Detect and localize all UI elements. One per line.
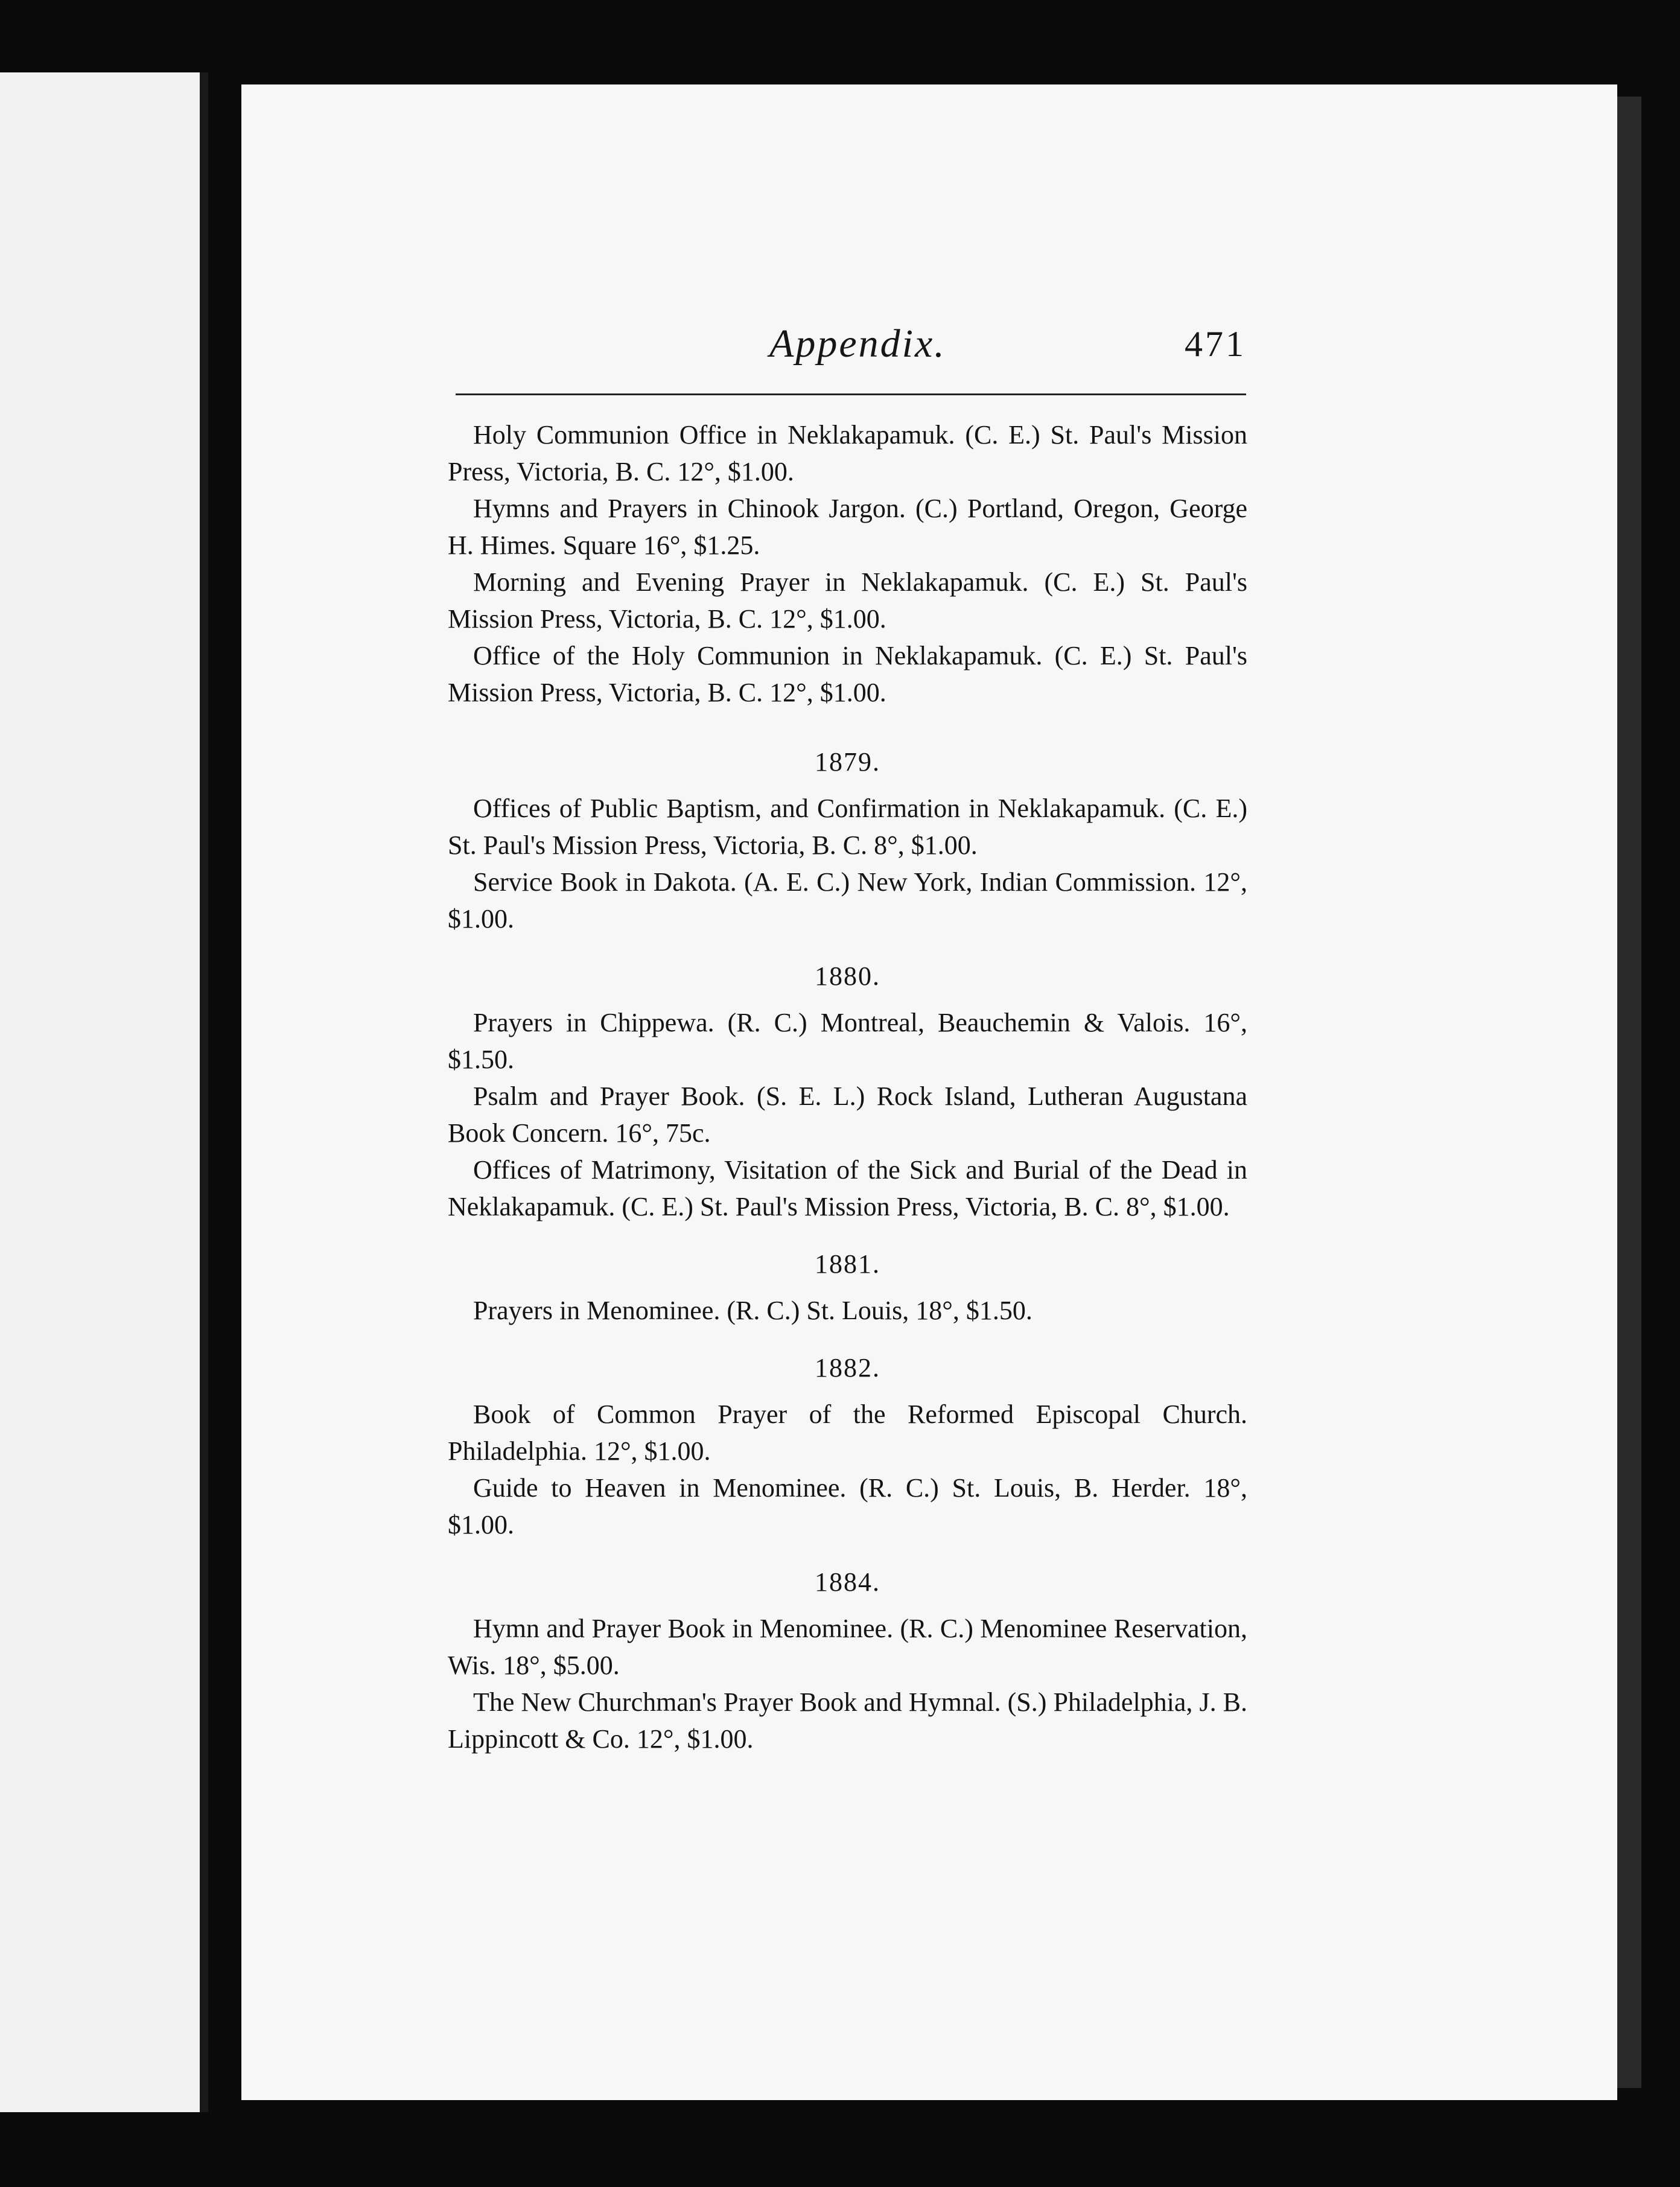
year-heading: 1884. [815, 1567, 880, 1597]
year-heading: 1882. [815, 1353, 880, 1383]
bibliography-list [448, 416, 1247, 1757]
list-entry: The New Churchman's Prayer Book and Hymnal. (S.) Philadelphia, J. B. Lippincott & Co. 12°, $1.00. [448, 1687, 1247, 1754]
list-entry: Service Book in Dakota. (A. E. C.) New York, Indian Commission. 12°, $1.00. [448, 867, 1247, 934]
page-header [456, 321, 1246, 369]
list-entry: Prayers in Chippewa. (R. C.) Montreal, Beauchemin & Valois. 16°, $1.50. [448, 1008, 1247, 1074]
list-entry: Hymn and Prayer Book in Menominee. (R. C.) Menominee Reservation, Wis. 18°, $5.00. [448, 1614, 1247, 1680]
list-entry: Book of Common Prayer of the Reformed Episcopal Church. Philadelphia. 12°, $1.00. [448, 1399, 1247, 1466]
year-heading: 1881. [815, 1249, 880, 1279]
list-entry: Holy Communion Office in Neklakapamuk. (C. E.) St. Paul's Mission Press, Victoria, B. C. 12°, $1.00. [448, 420, 1247, 486]
binding-fold [200, 72, 208, 2112]
page-number: 471 [1185, 324, 1246, 364]
list-entry: Office of the Holy Communion in Neklakapamuk. (C. E.) St. Paul's Mission Press, Victoria, B. C. 12°, $1.00. [448, 641, 1247, 707]
list-entry: Offices of Matrimony, Visitation of the Sick and Burial of the Dead in Neklakapamuk. (C. E.) St. Paul's Mission Press, Victoria, B. C. 8°, $1.00. [448, 1155, 1247, 1221]
list-entry: Offices of Public Baptism, and Confirmation in Neklakapamuk. (C. E.) St. Paul's Mission Press, Victoria, B. C. 8°, $1.00. [448, 794, 1247, 860]
list-entry: Hymns and Prayers in Chinook Jargon. (C.) Portland, Oregon, George H. Himes. Square 16°, $1.25. [448, 494, 1247, 560]
page-edge [1617, 97, 1641, 2088]
facing-page [0, 72, 208, 2112]
year-heading: 1879. [815, 747, 880, 777]
header-rule [456, 393, 1246, 395]
list-entry: Psalm and Prayer Book. (S. E. L.) Rock Island, Lutheran Augustana Book Concern. 16°, 75c. [448, 1081, 1247, 1148]
list-entry: Morning and Evening Prayer in Neklakapamuk. (C. E.) St. Paul's Mission Press, Victoria, B. C. 12°, $1.00. [448, 567, 1247, 634]
list-entry: Guide to Heaven in Menominee. (R. C.) St. Louis, B. Herder. 18°, $1.00. [448, 1473, 1247, 1539]
year-heading: 1880. [815, 961, 880, 991]
list-entry: Prayers in Menominee. (R. C.) St. Louis, 18°, $1.50. [473, 1296, 1032, 1325]
running-title: Appendix. [769, 322, 946, 366]
